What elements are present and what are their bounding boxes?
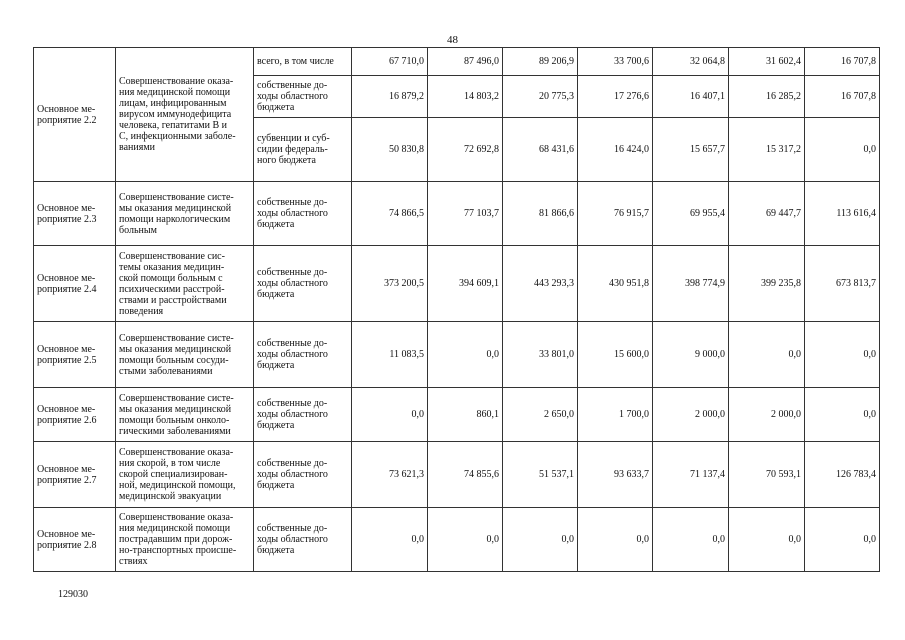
funding-source-cell: собственные до- ходы областного бюджета <box>254 508 352 572</box>
amount-cell: 50 830,8 <box>352 118 428 182</box>
amount-cell: 20 775,3 <box>503 76 578 118</box>
amount-cell: 77 103,7 <box>428 182 503 246</box>
amount-cell: 11 083,5 <box>352 322 428 388</box>
amount-cell: 16 407,1 <box>653 76 729 118</box>
amount-cell: 0,0 <box>503 508 578 572</box>
document-code: 129030 <box>58 589 88 600</box>
amount-cell: 33 801,0 <box>503 322 578 388</box>
amount-cell: 81 866,6 <box>503 182 578 246</box>
amount-cell: 399 235,8 <box>729 246 805 322</box>
amount-cell: 33 700,6 <box>578 48 653 76</box>
funding-source-cell: собственные до- ходы областного бюджета <box>254 246 352 322</box>
amount-cell: 0,0 <box>805 388 880 442</box>
measure-name-cell: Основное ме- роприятие 2.6 <box>34 388 116 442</box>
table-row <box>34 388 880 442</box>
amount-cell: 9 000,0 <box>653 322 729 388</box>
amount-cell: 0,0 <box>805 118 880 182</box>
amount-cell: 394 609,1 <box>428 246 503 322</box>
funding-source-cell: всего, в том числе <box>254 48 352 76</box>
measure-name-cell: Основное ме- роприятие 2.5 <box>34 322 116 388</box>
amount-cell: 0,0 <box>653 508 729 572</box>
funding-source-cell: собственные до- ходы областного бюджета <box>254 322 352 388</box>
table-row <box>34 508 880 572</box>
amount-cell: 1 700,0 <box>578 388 653 442</box>
amount-cell: 89 206,9 <box>503 48 578 76</box>
amount-cell: 32 064,8 <box>653 48 729 76</box>
amount-cell: 373 200,5 <box>352 246 428 322</box>
funding-source-cell: собственные до- ходы областного бюджета <box>254 442 352 508</box>
amount-cell: 74 866,5 <box>352 182 428 246</box>
amount-cell: 17 276,6 <box>578 76 653 118</box>
amount-cell: 0,0 <box>352 388 428 442</box>
amount-cell: 443 293,3 <box>503 246 578 322</box>
table-row <box>34 322 880 388</box>
amount-cell: 69 447,7 <box>729 182 805 246</box>
amount-cell: 0,0 <box>805 322 880 388</box>
measure-name-cell: Основное ме- роприятие 2.4 <box>34 246 116 322</box>
amount-cell: 68 431,6 <box>503 118 578 182</box>
table-row <box>34 246 880 322</box>
funding-source-cell: собственные до- ходы областного бюджета <box>254 76 352 118</box>
table-row <box>34 48 880 76</box>
amount-cell: 16 285,2 <box>729 76 805 118</box>
measure-description-cell: Совершенствование систе- мы оказания медицинской помощи больным сосуди- стыми заболеваниями <box>116 322 254 388</box>
amount-cell: 72 692,8 <box>428 118 503 182</box>
amount-cell: 2 650,0 <box>503 388 578 442</box>
amount-cell: 73 621,3 <box>352 442 428 508</box>
measure-description-cell: Совершенствование оказа- ния медицинской помощи пострадавшим при дорож- но-транспортных происше- ствиях <box>116 508 254 572</box>
amount-cell: 398 774,9 <box>653 246 729 322</box>
amount-cell: 15 657,7 <box>653 118 729 182</box>
amount-cell: 76 915,7 <box>578 182 653 246</box>
amount-cell: 93 633,7 <box>578 442 653 508</box>
funding-source-cell: собственные до- ходы областного бюджета <box>254 182 352 246</box>
amount-cell: 16 424,0 <box>578 118 653 182</box>
amount-cell: 0,0 <box>428 322 503 388</box>
amount-cell: 14 803,2 <box>428 76 503 118</box>
measure-description-cell: Совершенствование систе- мы оказания медицинской помощи больным онколо- гическими заболеваниями <box>116 388 254 442</box>
amount-cell: 16 707,8 <box>805 76 880 118</box>
amount-cell: 0,0 <box>428 508 503 572</box>
amount-cell: 71 137,4 <box>653 442 729 508</box>
funding-source-cell: субвенции и суб- сидии федераль- ного бюджета <box>254 118 352 182</box>
amount-cell: 2 000,0 <box>653 388 729 442</box>
measure-name-cell: Основное ме- роприятие 2.2 <box>34 48 116 182</box>
amount-cell: 0,0 <box>352 508 428 572</box>
amount-cell: 16 879,2 <box>352 76 428 118</box>
measure-name-cell: Основное ме- роприятие 2.3 <box>34 182 116 246</box>
amount-cell: 69 955,4 <box>653 182 729 246</box>
amount-cell: 860,1 <box>428 388 503 442</box>
amount-cell: 15 317,2 <box>729 118 805 182</box>
table-row <box>34 442 880 508</box>
funding-source-cell: собственные до- ходы областного бюджета <box>254 388 352 442</box>
amount-cell: 0,0 <box>578 508 653 572</box>
amount-cell: 0,0 <box>805 508 880 572</box>
amount-cell: 126 783,4 <box>805 442 880 508</box>
amount-cell: 87 496,0 <box>428 48 503 76</box>
amount-cell: 51 537,1 <box>503 442 578 508</box>
measure-description-cell: Совершенствование систе- мы оказания медицинской помощи наркологическим больным <box>116 182 254 246</box>
amount-cell: 74 855,6 <box>428 442 503 508</box>
measure-description-cell: Совершенствование оказа- ния скорой, в том числе скорой специализирован- ной, медицинской помощи, медицинской эвакуации <box>116 442 254 508</box>
amount-cell: 31 602,4 <box>729 48 805 76</box>
amount-cell: 430 951,8 <box>578 246 653 322</box>
funding-table <box>33 47 880 572</box>
amount-cell: 70 593,1 <box>729 442 805 508</box>
measure-description-cell: Совершенствование оказа- ния медицинской помощи лицам, инфицированным вирусом иммунодефицита человека, гепатитами В и С, инфекционными заболе- ваниями <box>116 48 254 182</box>
amount-cell: 0,0 <box>729 508 805 572</box>
amount-cell: 15 600,0 <box>578 322 653 388</box>
table-row <box>34 182 880 246</box>
amount-cell: 113 616,4 <box>805 182 880 246</box>
measure-description-cell: Совершенствование сис- темы оказания медицин- ской помощи больным с психическими расстрой- ствами и расстройствами поведения <box>116 246 254 322</box>
amount-cell: 16 707,8 <box>805 48 880 76</box>
measure-name-cell: Основное ме- роприятие 2.8 <box>34 508 116 572</box>
page-number: 48 <box>447 34 458 46</box>
measure-name-cell: Основное ме- роприятие 2.7 <box>34 442 116 508</box>
amount-cell: 2 000,0 <box>729 388 805 442</box>
amount-cell: 67 710,0 <box>352 48 428 76</box>
amount-cell: 0,0 <box>729 322 805 388</box>
amount-cell: 673 813,7 <box>805 246 880 322</box>
